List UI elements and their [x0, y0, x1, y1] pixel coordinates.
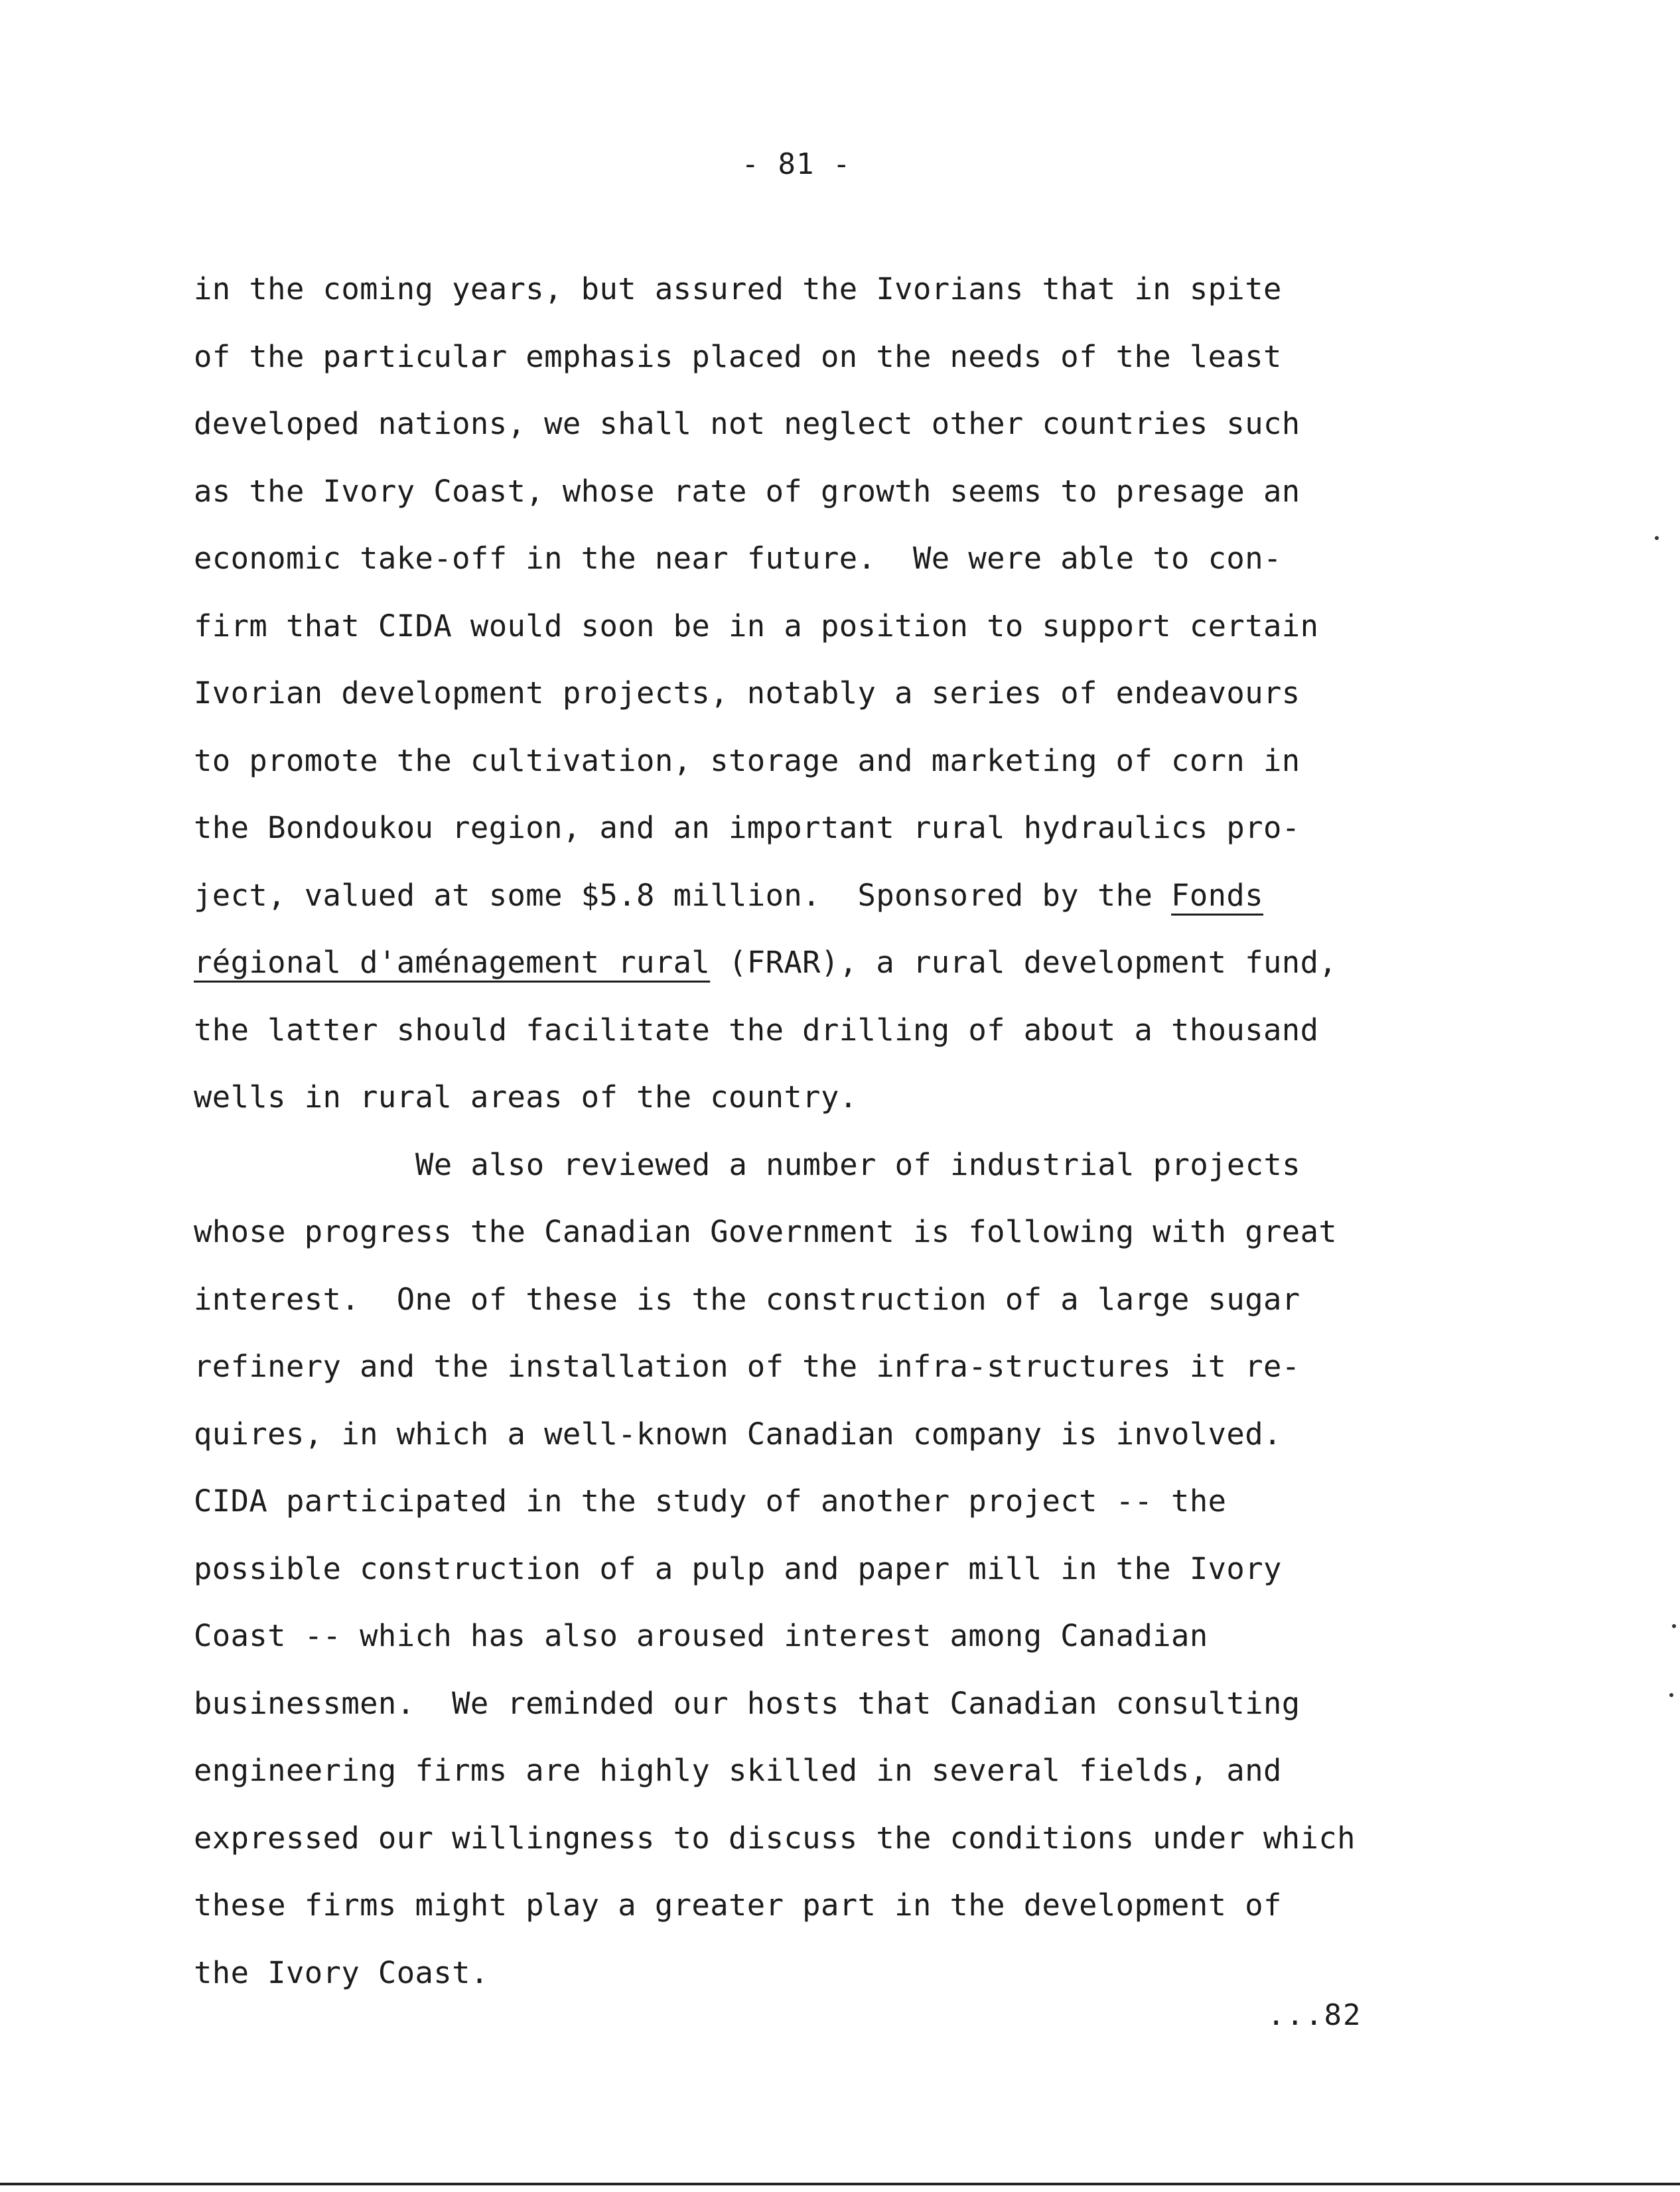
continuation-marker: ...82 — [1267, 1998, 1362, 2032]
text-line: refinery and the installation of the infra-structures it re- — [194, 1349, 1300, 1384]
text-line: firm that CIDA would soon be in a position to support certain — [194, 608, 1319, 644]
text-line: the latter should facilitate the drilling of about a thousand — [194, 1012, 1319, 1048]
text-line: expressed our willingness to discuss the conditions under which — [194, 1820, 1356, 1856]
text-line — [194, 862, 1521, 929]
text-line: of the particular emphasis placed on the needs of the least — [194, 338, 1282, 374]
text-line: Coast -- which has also aroused interest among Canadian — [194, 1618, 1208, 1653]
text-segment: ject, valued at some $5.8 million. Sponsored by the — [194, 877, 1172, 913]
text-line: engineering firms are highly skilled in several fields, and — [194, 1753, 1282, 1788]
scan-speck — [1672, 1624, 1676, 1628]
bottom-edge-rule — [0, 2183, 1680, 2185]
scan-speck — [1655, 536, 1659, 540]
page-number: - 81 - — [741, 147, 851, 181]
text-line: economic take-off in the near future. We were able to con- — [194, 541, 1282, 576]
text-line: the Bondoukou region, and an important rural hydraulics pro- — [194, 810, 1300, 845]
paragraph-first-line: We also reviewed a number of industrial projects — [415, 1146, 1301, 1182]
body-text — [194, 255, 1521, 2006]
text-line: in the coming years, but assured the Ivorians that in spite — [194, 271, 1282, 307]
text-line: developed nations, we shall not neglect other countries such — [194, 406, 1300, 441]
text-line: quires, in which a well-known Canadian company is involved. — [194, 1416, 1282, 1452]
text-line: businessmen. We reminded our hosts that Canadian consulting — [194, 1685, 1300, 1721]
text-line: CIDA participated in the study of another project -- the — [194, 1483, 1227, 1519]
text-line: possible construction of a pulp and paper mill in the Ivory — [194, 1550, 1282, 1586]
underlined-fund-name-end: régional d'aménagement rural — [194, 945, 711, 980]
text-line: whose progress the Canadian Government is following with great — [194, 1214, 1338, 1249]
underlined-fund-name-start: Fonds — [1171, 877, 1264, 913]
text-line: wells in rural areas of the country. — [194, 1079, 858, 1115]
text-line — [194, 929, 1521, 996]
scan-speck — [1669, 1693, 1673, 1697]
text-line: interest. One of these is the construction of a large sugar — [194, 1281, 1300, 1317]
text-line: Ivorian development projects, notably a series of endeavours — [194, 675, 1300, 711]
text-segment: (FRAR), a rural development fund, — [710, 945, 1338, 980]
text-line: the Ivory Coast. — [194, 1954, 489, 1990]
text-line: as the Ivory Coast, whose rate of growth seems to presage an — [194, 473, 1300, 509]
text-line: these firms might play a greater part in the development of — [194, 1887, 1282, 1923]
text-line: to promote the cultivation, storage and marketing of corn in — [194, 742, 1300, 778]
